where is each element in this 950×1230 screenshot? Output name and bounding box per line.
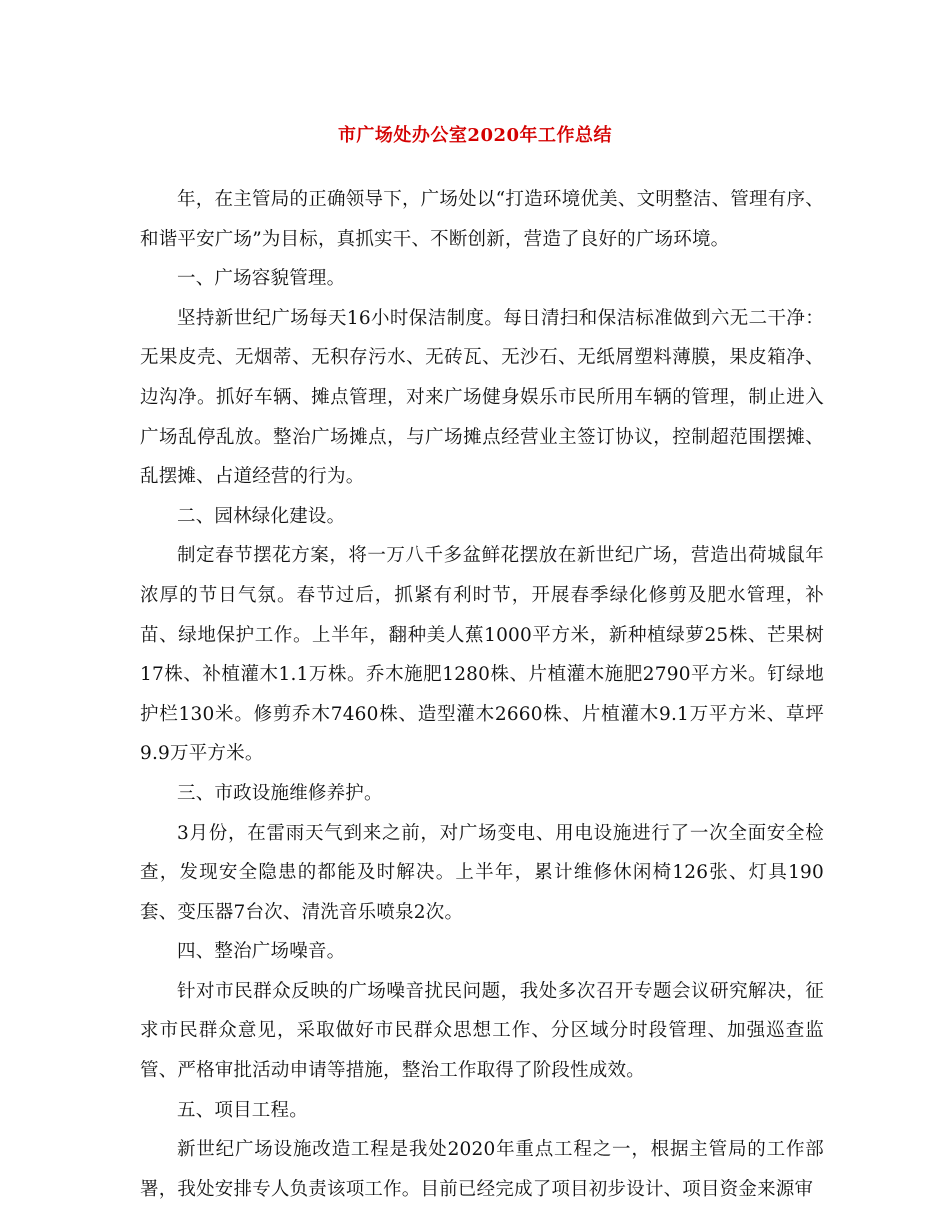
greening-paragraph: 制定春节摆花方案，将一万八千多盆鲜花摆放在新世纪广场，营造出荷城鼠年浓厚的节日气氛。春节过后，抓紧有利时节，开展春季绿化修剪及肥水管理，补苗、绿地保护工作。上半年，翻种美人蕉1000平方米，新种植绿萝25株、芒果树17株、补植灌木1.1万株。乔木施肥1280株、片植灌木施肥2790平方米。钉绿地护栏130米。修剪乔木7460株、造型灌木2660株、片植灌木9.1万平方米、草坪9.9万平方米。 — [140, 545, 824, 765]
document-title: 市广场处办公室2020年工作总结 — [337, 125, 613, 146]
facilities-paragraph: 3月份，在雷雨天气到来之前，对广场变电、用电设施进行了一次全面安全检查，发现安全隐患的都能及时解决。上半年，累计维修休闲椅126张、灯具190套、变压器7台次、清洗音乐喷泉2次。 — [140, 822, 824, 923]
projects-paragraph: 新世纪广场设施改造工程是我处2020年重点工程之一，根据主管局的工作部署，我处安排专人负责该项工作。目前已经完成了项目初步设计、项目资金来源审 — [140, 1139, 824, 1200]
section-heading-greening: 二、园林绿化建设。 — [177, 505, 346, 527]
intro-paragraph: 年，在主管局的正确领导下，广场处以“打造环境优美、文明整洁、管理有序、和谐平安广场”为目标，真抓实干、不断创新，营造了良好的广场环境。 — [140, 189, 824, 250]
section-heading-appearance: 一、广场容貌管理。 — [177, 268, 346, 290]
appearance-paragraph: 坚持新世纪广场每天16小时保洁制度。每日清扫和保洁标准做到六无二干净：无果皮壳、无烟蒂、无积存污水、无砖瓦、无沙石、无纸屑塑料薄膜，果皮箱净、边沟净。抓好车辆、摊点管理，对来广场健身娱乐市民所用车辆的管理，制止进入广场乱停乱放。整治广场摊点，与广场摊点经营业主签订协议，控制超范围摆摊、乱摆摊、占道经营的行为。 — [140, 307, 824, 488]
section-heading-projects: 五、项目工程。 — [177, 1099, 308, 1121]
document-body — [140, 180, 824, 1209]
section-heading-facilities: 三、市政设施维修养护。 — [177, 782, 383, 804]
section-heading-noise: 四、整治广场噪音。 — [177, 941, 346, 963]
noise-paragraph: 针对市民群众反映的广场噪音扰民问题，我处多次召开专题会议研究解决，征求市民群众意见，采取做好市民群众思想工作、分区域分时段管理、加强巡查监管、严格审批活动申请等措施，整治工作取得了阶段性成效。 — [140, 980, 824, 1082]
